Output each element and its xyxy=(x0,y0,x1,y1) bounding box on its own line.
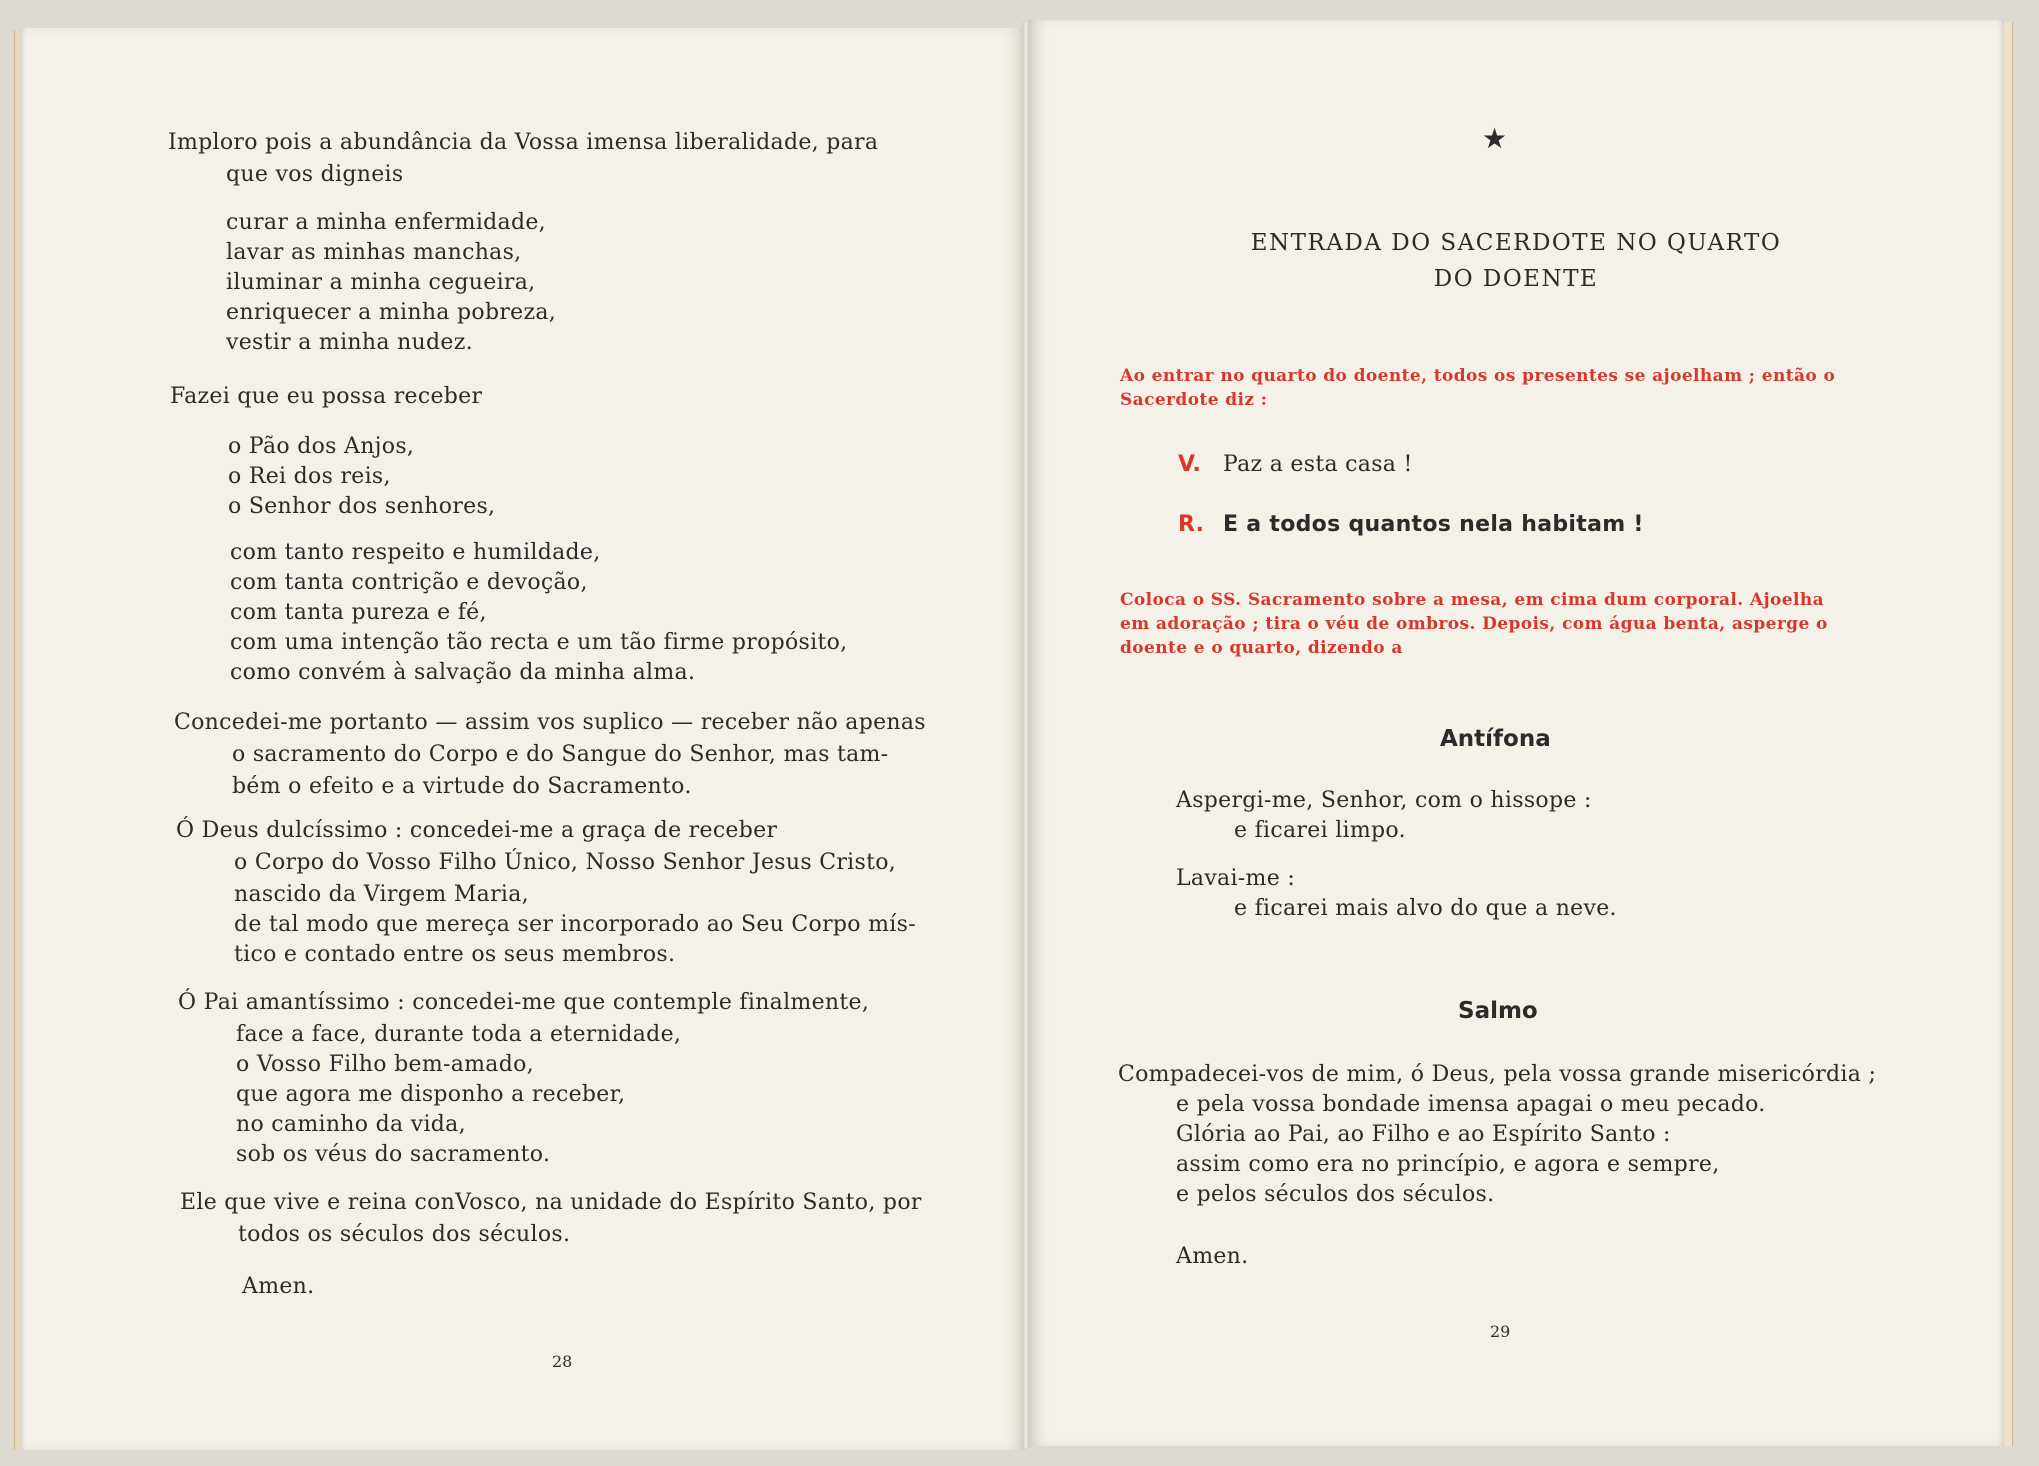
list3-item: como convém à salvação da minha alma. xyxy=(230,660,696,685)
list3-item: com uma intenção tão recta e um tão firme propósito, xyxy=(230,630,848,655)
pai-line: sob os véus do sacramento. xyxy=(236,1142,551,1167)
antifona-line: e ficarei limpo. xyxy=(1234,818,1406,843)
section-title-line-1: ENTRADA DO SACERDOTE NO QUARTO xyxy=(1250,230,1782,256)
right-page xyxy=(1028,20,2004,1446)
salmo-line: Glória ao Pai, ao Filho e ao Espírito Santo : xyxy=(1176,1122,1671,1147)
list2-item: o Pão dos Anjos, xyxy=(228,434,415,459)
amen-left: Amen. xyxy=(242,1274,315,1299)
list1-item: lavar as minhas manchas, xyxy=(226,240,522,265)
antifona-heading: Antífona xyxy=(1440,726,1551,752)
salmo-line: e pela vossa bondade imensa apagai o meu pecado. xyxy=(1176,1092,1766,1117)
intro-line-1: Imploro pois a abundância da Vossa imensa liberalidade, para xyxy=(168,130,879,155)
list1-item: enriquecer a minha pobreza, xyxy=(226,300,557,325)
receive-intro: Fazei que eu possa receber xyxy=(170,384,483,409)
amen-right: Amen. xyxy=(1176,1244,1249,1269)
pai-line: no caminho da vida, xyxy=(236,1112,466,1137)
versicle-label: V. xyxy=(1178,452,1202,477)
rubric-1-line: Ao entrar no quarto do doente, todos os presentes se ajoelham ; então o xyxy=(1120,366,1836,386)
list2-item: o Senhor dos senhores, xyxy=(228,494,496,519)
star-icon: ★ xyxy=(1482,122,1508,155)
concedei-line: o sacramento do Corpo e do Sangue do Senhor, mas tam- xyxy=(232,742,889,767)
rubric-1-line: Sacerdote diz : xyxy=(1120,390,1268,410)
antifona-line: Aspergi-me, Senhor, com o hissope : xyxy=(1176,788,1592,813)
salmo-line: assim como era no princípio, e agora e sempre, xyxy=(1176,1152,1720,1177)
pai-line: que agora me disponho a receber, xyxy=(236,1082,626,1107)
concedei-line: Concedei-me portanto — assim vos suplico — receber não apenas xyxy=(174,710,926,735)
salmo-line: Compadecei-vos de mim, ó Deus, pela vossa grande misericórdia ; xyxy=(1118,1062,1877,1087)
list2-item: o Rei dos reis, xyxy=(228,464,391,489)
section-title-line-2: DO DOENTE xyxy=(1433,266,1599,292)
page-number-right: 29 xyxy=(1490,1322,1511,1341)
deus-line: de tal modo que mereça ser incorporado ao Seu Corpo mís- xyxy=(234,912,916,937)
ele-line: Ele que vive e reina conVosco, na unidade do Espírito Santo, por xyxy=(180,1190,922,1215)
ele-line: todos os séculos dos séculos. xyxy=(238,1222,571,1247)
deus-line: o Corpo do Vosso Filho Único, Nosso Senhor Jesus Cristo, xyxy=(234,850,897,875)
salmo-line: e pelos séculos dos séculos. xyxy=(1176,1182,1495,1207)
intro-line-2: que vos digneis xyxy=(226,162,404,187)
pai-line: Ó Pai amantíssimo : concedei-me que contemple finalmente, xyxy=(178,990,870,1015)
rubric-2-line: Coloca o SS. Sacramento sobre a mesa, em cima dum corporal. Ajoelha xyxy=(1120,590,1825,610)
antifona-line: e ficarei mais alvo do que a neve. xyxy=(1234,896,1617,921)
concedei-line: bém o efeito e a virtude do Sacramento. xyxy=(232,774,692,799)
list1-item: curar a minha enfermidade, xyxy=(226,210,546,235)
deus-line: Ó Deus dulcíssimo : concedei-me a graça de receber xyxy=(176,818,778,843)
pai-line: face a face, durante toda a eternidade, xyxy=(236,1022,682,1047)
deus-line: nascido da Virgem Maria, xyxy=(234,882,529,907)
list1-item: iluminar a minha cegueira, xyxy=(226,270,536,295)
deus-line: tico e contado entre os seus membros. xyxy=(234,942,676,967)
salmo-heading: Salmo xyxy=(1458,998,1538,1024)
versicle-text: Paz a esta casa ! xyxy=(1223,452,1413,477)
list1-item: vestir a minha nudez. xyxy=(226,330,473,355)
list3-item: com tanta contrição e devoção, xyxy=(230,570,588,595)
list3-item: com tanta pureza e fé, xyxy=(230,600,487,625)
page-number-left: 28 xyxy=(552,1352,573,1371)
pai-line: o Vosso Filho bem-amado, xyxy=(236,1052,534,1077)
rubric-2-line: doente e o quarto, dizendo a xyxy=(1120,638,1403,658)
response-text: E a todos quantos nela habitam ! xyxy=(1223,512,1644,537)
response-label: R. xyxy=(1178,512,1205,537)
left-page xyxy=(20,28,1025,1450)
antifona-line: Lavai-me : xyxy=(1176,866,1296,891)
rubric-2-line: em adoração ; tira o véu de ombros. Depois, com água benta, asperge o xyxy=(1120,614,1828,634)
list3-item: com tanto respeito e humildade, xyxy=(230,540,601,565)
